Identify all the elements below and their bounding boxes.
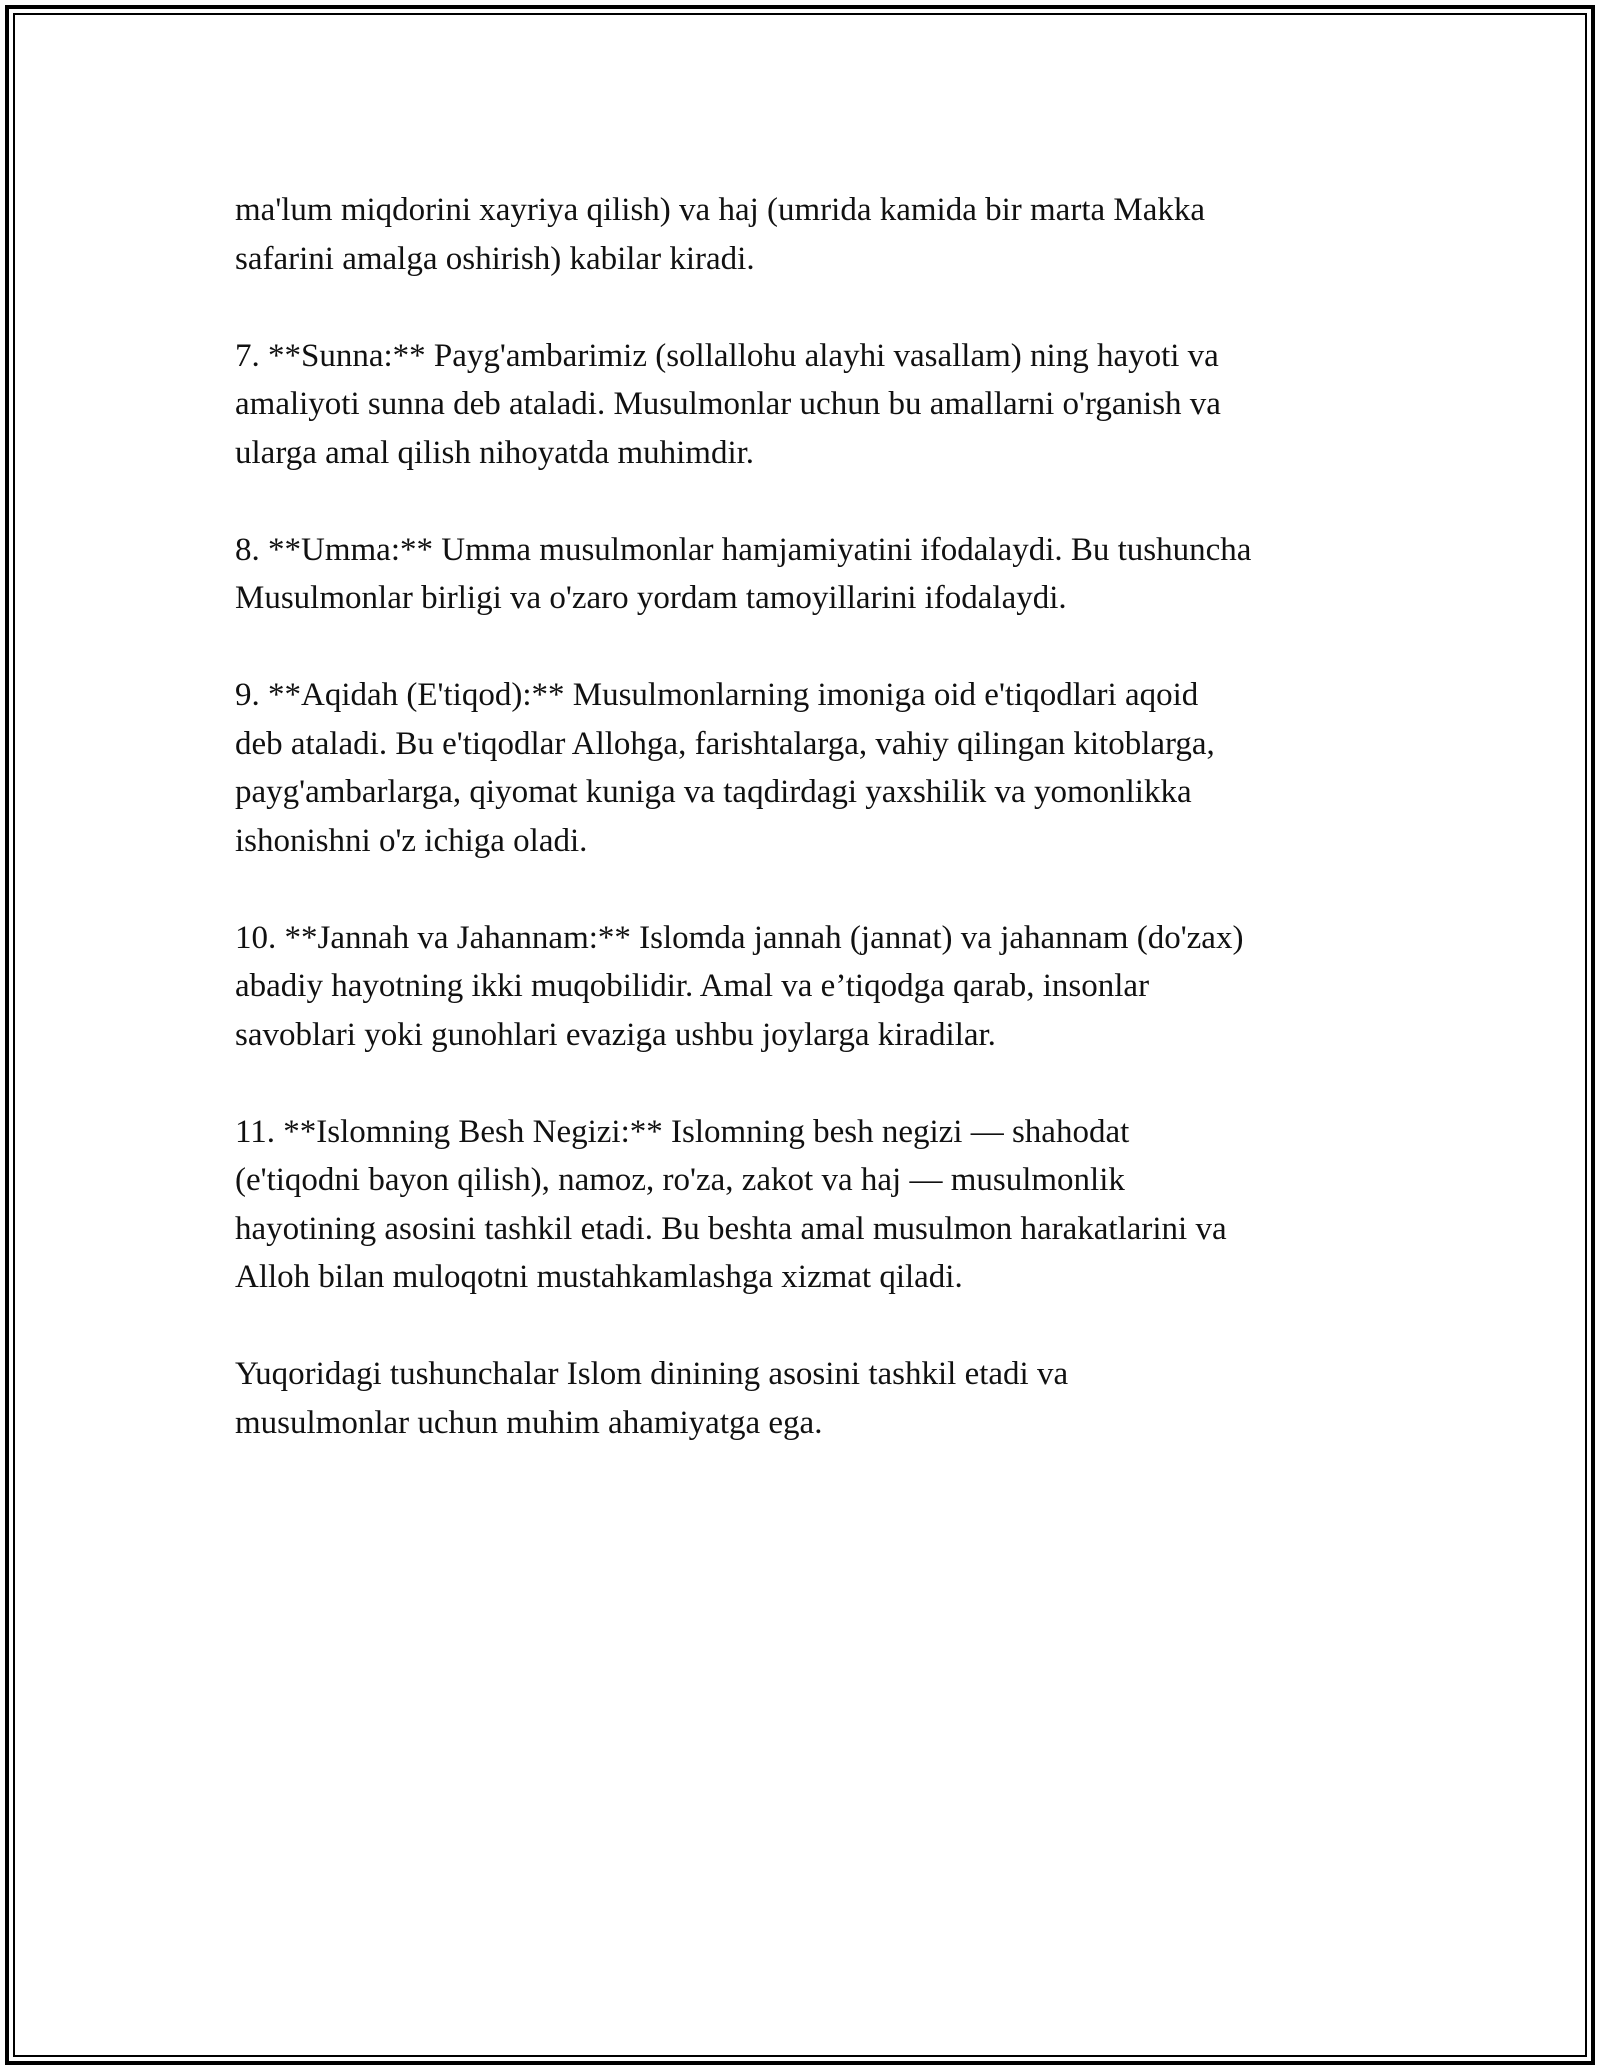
paragraph-aqidah: 9. **Aqidah (E'tiqod):** Musulmonlarning imoniga oid e'tiqodlari aqoid deb ataladi. Bu e'tiqodlar Allohga, farishtalarga, vahiy qilingan kitoblarga, payg'ambarlarga, qiyomat kuniga va taqdirdagi yaxshilik va yomonlikka ishonishni o'z ichiga oladi. <box>235 677 1215 859</box>
paragraph-intro-continuation: ma'lum miqdorini xayriya qilish) va haj (umrida kamida bir marta Makka safarini amalga oshirish) kabilar kiradi. <box>235 192 1206 277</box>
paragraph-umma: 8. **Umma:** Umma musulmonlar hamjamiyatini ifodalaydi. Bu tushuncha Musulmonlar birligi va o'zaro yordam tamoyillarini ifodalaydi. <box>235 531 1252 616</box>
paragraph-conclusion: Yuqoridagi tushunchalar Islom dinining asosini tashkil etadi va musulmonlar uchun muhim ahamiyatga ega. <box>235 1356 1069 1441</box>
paragraph-besh-negiz: 11. **Islomning Besh Negizi:** Islomning besh negizi — shahodat (e'tiqodni bayon qilish), namoz, ro'za, zakot va haj — musulmonlik hayotining asosini tashkil etadi. Bu beshta amal musulmon harakatlarini va Alloh bilan muloqotni mustahkamlashga xizmat qiladi. <box>235 1113 1227 1295</box>
document-body <box>235 186 1415 1496</box>
paragraph-sunna: 7. **Sunna:** Payg'ambarimiz (sollallohu alayhi vasallam) ning hayoti va amaliyoti sunna deb ataladi. Musulmonlar uchun bu amallarni o'rganish va ularga amal qilish nihoyatda muhimdir. <box>235 337 1221 471</box>
paragraph-jannah-jahannam: 10. **Jannah va Jahannam:** Islomda jannah (jannat) va jahannam (do'zax) abadiy hayotning ikki muqobilidir. Amal va e’tiqodga qarab, insonlar savoblari yoki gunohlari evaziga ushbu joylarga kiradilar. <box>235 919 1244 1053</box>
